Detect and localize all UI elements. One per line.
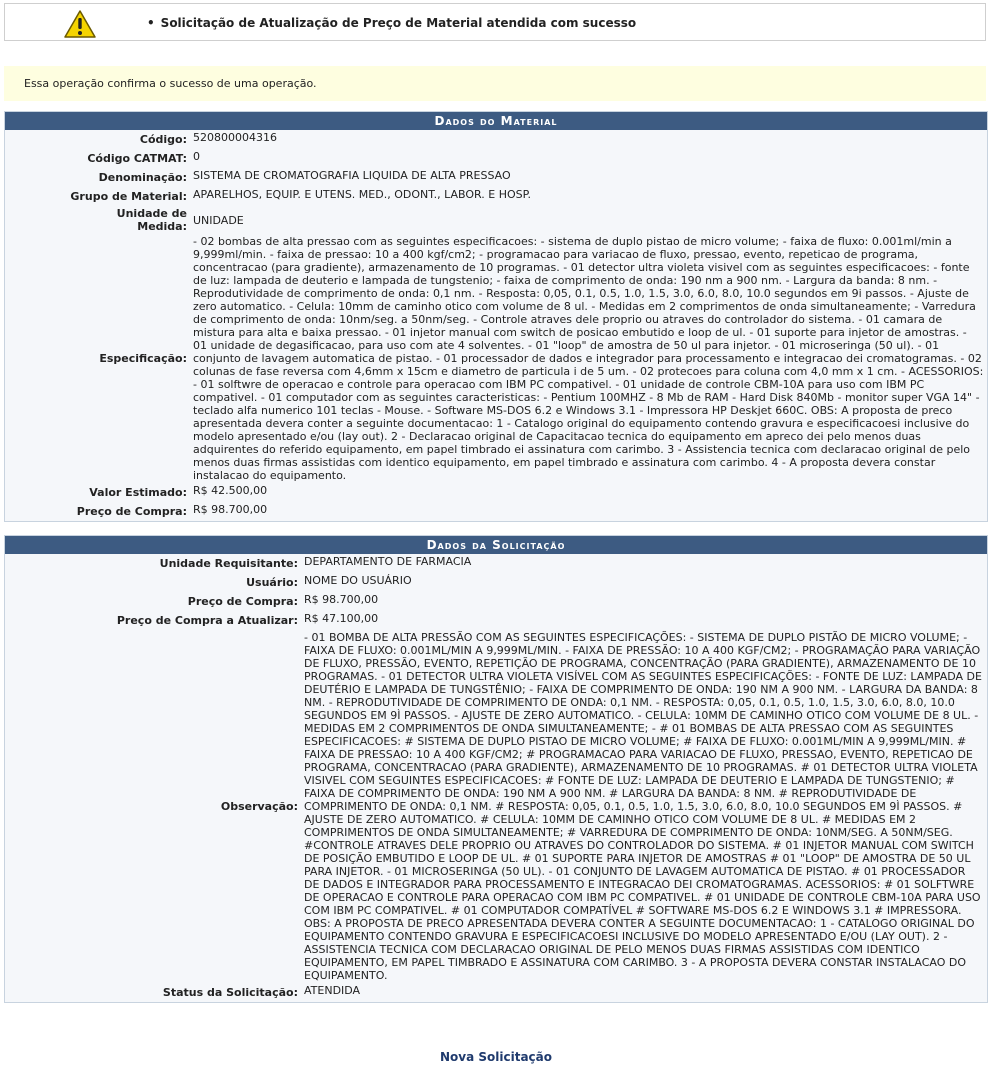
field-label: Código: bbox=[139, 133, 187, 146]
field-label: Observação: bbox=[220, 800, 298, 813]
field-row bbox=[5, 206, 987, 234]
info-text: Essa operação confirma o sucesso de uma operação. bbox=[24, 77, 317, 90]
field-value: R$ 42.500,00 bbox=[193, 484, 268, 497]
field-row bbox=[5, 483, 987, 502]
field-label: Grupo de Material: bbox=[70, 190, 187, 203]
field-value: NOME DO USUÁRIO bbox=[304, 574, 412, 587]
field-row bbox=[5, 554, 987, 573]
field-row bbox=[5, 573, 987, 592]
nova-solicitacao-link[interactable]: Nova Solicitação bbox=[439, 1050, 552, 1064]
solicitacao-panel-header: Dados da Solicitação bbox=[5, 536, 987, 554]
field-row bbox=[5, 502, 987, 521]
field-value: R$ 98.700,00 bbox=[304, 593, 379, 606]
field-value: 0 bbox=[193, 150, 200, 163]
field-value: SISTEMA DE CROMATOGRAFIA LIQUIDA DE ALTA PRESSAO bbox=[193, 169, 511, 182]
material-fields bbox=[5, 130, 987, 521]
field-label: Valor Estimado: bbox=[89, 486, 187, 499]
field-value: ATENDIDA bbox=[304, 984, 361, 997]
field-label: Unidade Requisitante: bbox=[159, 557, 298, 570]
field-label: Preço de Compra a Atualizar: bbox=[116, 614, 298, 627]
field-row bbox=[5, 187, 987, 206]
field-label: Especificação: bbox=[99, 352, 187, 365]
warning-icon bbox=[63, 9, 97, 39]
field-row bbox=[5, 983, 987, 1002]
field-label: Denominação: bbox=[98, 171, 187, 184]
field-row bbox=[5, 168, 987, 187]
solicitacao-panel bbox=[4, 535, 988, 1003]
field-row bbox=[5, 630, 987, 983]
field-label: Preço de Compra: bbox=[187, 595, 298, 608]
material-panel bbox=[4, 111, 988, 522]
field-label: Código CATMAT: bbox=[87, 152, 187, 165]
field-value: R$ 47.100,00 bbox=[304, 612, 379, 625]
field-value: UNIDADE bbox=[193, 213, 244, 227]
field-label: Preço de Compra: bbox=[76, 505, 187, 518]
field-value: - 02 bombas de alta pressao com as seguintes especificacoes: - sistema de duplo pistao de micro volume; - faixa de fluxo: 0.001ml/min a 9,999ml/min. - faixa de pressao: 10 a 400 kgf/cm2; - programacao para variacao de fluxo, pressao, evento, repeticao de programa, concentracao (para gradiente), armazenamento de 10 programas. - 01 detector ultra violeta visivel com as seguintes especificacoes: - fonte de luz: lampada de deuterio e lampada de tungstenio; - faixa de comprimento de onda: 190 nm a 900 nm. - Largura da banda: 8 nm. - Reprodutividade de comprimento de onda: 0,1 nm. - Resposta: 0,05, 0.1, 0.5, 1.0, 1.5, 3.0, 6.0, 8.0, 10.0 segundos em 9i passos. - Ajuste de zero automatico. - Celula: 10mm de caminho otico com volume de 8 ul. - Medidas em 2 comprimentos de onda simultaneamente; - Varredura de comprimento de onda: 10nm/seg. a 50nm/seg. - Controle atraves dele proprio ou atraves do controlador do sistema. - 01 camara de mistura para alta e baixa pressao. - 01 injetor manual com switch de posicao embutido e loop de ul. - 01 suporte para injetor de amostras. - 01 unidade de degasificacao, para uso com ate 4 solventes. - 01 "loop" de amostra de 50 ul para injetor. - 01 microseringa (50 ul). - 01 conjunto de lavagem automatica de pistao. - 01 processador de dados e integrador para processamento e integracao dei cromatogramas. - 02 colunas de fase reversa com 4,6mm x 15cm e diametro de particula i de 5 um. - 02 protecoes para coluna com 4,0 mm x 1 cm. - ACESSORIOS: - 01 solftwre de operacao e controle para operacao com IBM PC compativel. - 01 unidade de controle CBM-10A para uso com IBM PC compativel. - 01 computador com as seguintes caracteristicas: - Pentium 100MHZ - 8 Mb de RAM - Hard Disk 840Mb - monitor super VGA 14" - teclado alfa numerico 101 teclas - Mouse. - Software MS-DOS 6.2 e Windows 3.1 - Impressora HP Deskjet 660C. OBS: A proposta de preco apresentada devera conter a seguinte documentacao: 1 - Catalogo original do equipamento contendo gravura e especificacoesi inclusive do modelo apresentado e/ou (lay out). 2 - Declaracao original de Capacitacao tecnica do equipamento em apreco dei pelo menos duas adquirentes do referido equipamento, em papel timbrado ei assinatura com carimbo. 3 - Assistencia tecnica com declaracao original de pelo menos duas firmas assistidas com identico equipamento, em papel timbrado e assinatura com carimbo. 4 - A proposta devera constar instalacao do equipamento. bbox=[193, 235, 984, 482]
field-label: Unidade de Medida: bbox=[116, 207, 187, 233]
field-value: 520800004316 bbox=[193, 131, 277, 144]
field-row bbox=[5, 592, 987, 611]
field-value: DEPARTAMENTO DE FARMACIA bbox=[304, 555, 472, 568]
field-row bbox=[5, 234, 987, 483]
success-message-box bbox=[4, 3, 986, 41]
field-row bbox=[5, 130, 987, 149]
solicitacao-fields bbox=[5, 554, 987, 1002]
field-row bbox=[5, 611, 987, 630]
info-box bbox=[4, 66, 986, 101]
field-value: - 01 BOMBA DE ALTA PRESSÃO COM AS SEGUINTES ESPECIFICAÇÕES: - SISTEMA DE DUPLO PISTÃO DE MICRO VOLUME; - FAIXA DE FLUXO: 0.001ML/MIN A 9,999ML/MIN. - FAIXA DE PRESSÃO: 10 A 400 KGF/CM2; - PROGRAMAÇÃO PARA VARIAÇÃO DE FLUXO, PRESSÃO, EVENTO, REPETIÇÃO DE PROGRAMA, CONCENTRAÇÃO (PARA GRADIENTE), ARMAZENAMENTO DE 10 PROGRAMAS. - 01 DETECTOR ULTRA VIOLETA VISÍVEL COM AS SEGUINTES ESPECIFICAÇÕES: - FONTE DE LUZ: LAMPADA DE DEUTÉRIO E LAMPADA DE TUNGSTÊNIO; - FAIXA DE COMPRIMENTO DE ONDA: 190 NM A 900 NM. - LARGURA DA BANDA: 8 NM. - REPRODUTIVIDADE DE COMPRIMENTO DE ONDA: 0,1 NM. - RESPOSTA: 0,05, 0.1, 0.5, 1.0, 1.5, 3.0, 6.0, 8.0, 10.0 SEGUNDOS EM 9Ì PASSOS. - AJUSTE DE ZERO AUTOMATICO. - CELULA: 10MM DE CAMINHO OTICO COM VOLUME DE 8 UL. - MEDIDAS EM 2 COMPRIMENTOS DE ONDA SIMULTANEAMENTE; - # 01 BOMBAS DE ALTA PRESSAO COM AS SEGUINTES ESPECIFICACOES: # SISTEMA DE DUPLO PISTAO DE MICRO VOLUME; # FAIXA DE FLUXO: 0.001ML/MIN A 9,999ML/MIN. # FAIXA DE PRESSAO: 10 A 400 KGF/CM2; # PROGRAMACAO PARA VARIACAO DE FLUXO, PRESSAO, EVENTO, REPETICAO DE PROGRAMA, CONCENTRACAO (PARA GRADIENTE), ARMAZENAMENTO DE 10 PROGRAMAS. # 01 DETECTOR ULTRA VIOLETA VISIVEL COM SEGUINTES ESPECIFICACOES: # FONTE DE LUZ: LAMPADA DE DEUTERIO E LAMPADA DE TUNGSTENIO; # FAIXA DE COMPRIMENTO DE ONDA: 190 NM A 900 NM. # LARGURA DA BANDA: 8 NM. # REPRODUTIVIDADE DE COMPRIMENTO DE ONDA: 0,1 NM. # RESPOSTA: 0,05, 0.1, 0.5, 1.0, 1.5, 3.0, 6.0, 8.0, 10.0 SEGUNDOS EM 9Ì PASSOS. # AJUSTE DE ZERO AUTOMATICO. # CELULA: 10MM DE CAMINHO OTICO COM VOLUME DE 8 UL. # MEDIDAS EM 2 COMPRIMENTOS DE ONDA SIMULTANEAMENTE; # VARREDURA DE COMPRIMENTO DE ONDA: 10NM/SEG. A 50NM/SEG. #CONTROLE ATRAVES DELE PROPRIO OU ATRAVES DO CONTROLADOR DO SISTEMA. # 01 INJETOR MANUAL COM SWITCH DE POSIÇÃO EMBUTIDO E LOOP DE UL. # 01 SUPORTE PARA INJETOR DE AMOSTRAS # 01 "LOOP" DE AMOSTRA DE 50 UL PARA INJETOR. - 01 MICROSERINGA (50 UL). - 01 CONJUNTO DE LAVAGEM AUTOMATICA DE PISTAO. # 01 PROCESSADOR DE DADOS E INTEGRADOR PARA PROCESSAMENTO E INTEGRACAO DEI CROMATOGRAMAS. ACESSORIOS: # 01 SOLFTWRE DE OPERACAO E CONTROLE PARA OPERACAO COM IBM PC COMPATIVEL. # 01 UNIDADE DE CONTROLE CBM-10A PARA USO COM IBM PC COMPATIVEL. # 01 COMPUTADOR COMPATÍVEL # SOFTWARE MS-DOS 6.2 E WINDOWS 3.1 # IMPRESSORA. OBS: A PROPOSTA DE PRECO APRESENTADA DEVERA CONTER A SEGUINTE DOCUMENTACAO: 1 - CATALOGO ORIGINAL DO EQUIPAMENTO CONTENDO GRAVURA E ESPECIFICACOESI INCLUSIVE DO MODELO APRESENTADO E/OU (LAY OUT). 2 - ASSISTENCIA TECNICA COM DECLARACAO ORIGINAL DE PELO MENOS DUAS FIRMAS ASSISTIDAS COM IDENTICO EQUIPAMENTO, EM PAPEL TIMBRADO E ASSINATURA COM CARIMBO. 3 - A PROPOSTA DEVERA CONSTAR INSTALACAO DO EQUIPAMENTO. bbox=[304, 631, 982, 982]
field-label: Status da Solicitação: bbox=[162, 986, 298, 999]
material-panel-header: Dados do Material bbox=[5, 112, 987, 130]
field-label: Usuário: bbox=[246, 576, 298, 589]
success-message-text: • Solicitação de Atualização de Preço de Material atendida com sucesso bbox=[147, 16, 636, 30]
field-value: APARELHOS, EQUIP. E UTENS. MED., ODONT., LABOR. E HOSP. bbox=[193, 188, 532, 201]
field-row bbox=[5, 149, 987, 168]
field-value: R$ 98.700,00 bbox=[193, 503, 268, 516]
